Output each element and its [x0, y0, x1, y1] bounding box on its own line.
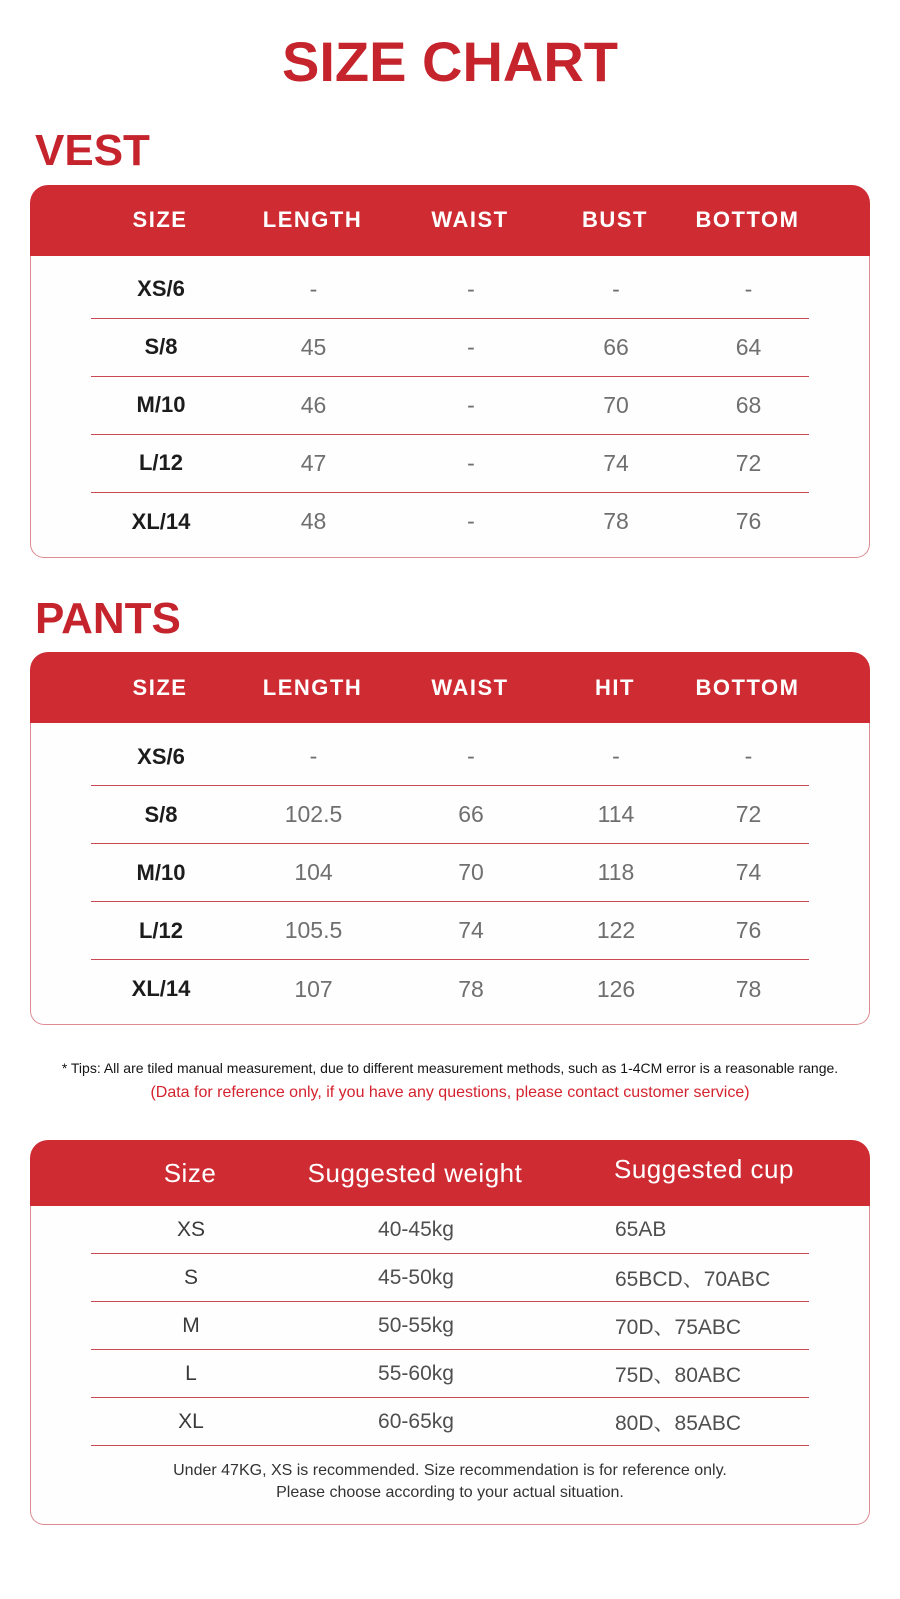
value-cell: 45-50kg [378, 1265, 454, 1289]
value-cell: - [612, 743, 620, 770]
recommendation-rows [31, 1206, 869, 1446]
table-row [91, 377, 809, 435]
value-cell: - [467, 275, 475, 302]
table-row [91, 1206, 809, 1254]
size-label-cell: XL/14 [131, 508, 191, 534]
vest-section-heading: VEST [35, 126, 150, 175]
rec-header-weight: Suggested weight [307, 1157, 523, 1188]
value-cell: 55-60kg [378, 1361, 454, 1385]
value-cell: 40-45kg [378, 1217, 454, 1241]
pants-table-body [30, 723, 870, 1025]
value-cell: 70 [603, 391, 629, 418]
table-row [91, 435, 809, 493]
value-cell: - [467, 391, 475, 418]
pants-table [30, 652, 870, 1025]
pants-header-bottom: BOTTOM [695, 674, 800, 700]
footer-line-1: Under 47KG, XS is recommended. Size recommendation is for reference only. [173, 1462, 727, 1480]
size-label-cell: L/12 [138, 917, 184, 943]
size-label-cell: L/12 [138, 450, 184, 476]
value-cell: 74 [603, 449, 629, 476]
value-cell: 102.5 [284, 801, 343, 828]
pants-header-waist: WAIST [431, 674, 509, 700]
value-cell: 70 [458, 859, 484, 886]
pants-header-hit: HIT [595, 674, 635, 700]
table-row [91, 728, 809, 786]
value-cell: 75D、80ABC [615, 1363, 742, 1387]
size-label-cell: M/10 [136, 859, 186, 885]
value-cell: - [744, 275, 753, 302]
value-cell: 78 [458, 975, 484, 1002]
size-chart-page [0, 30, 900, 1525]
pants-rows [31, 728, 869, 1018]
size-label-cell: XL [178, 1409, 204, 1433]
pants-section-heading: PANTS [35, 593, 181, 643]
value-cell: 78 [603, 508, 629, 535]
table-row [91, 493, 809, 551]
value-cell: 50-55kg [378, 1313, 454, 1337]
value-cell: 118 [597, 859, 635, 886]
size-label-cell: S [183, 1265, 198, 1289]
value-cell: 46 [300, 391, 327, 418]
size-label-cell: M [182, 1313, 200, 1337]
table-row [91, 1398, 809, 1446]
value-cell: 60-65kg [378, 1409, 454, 1433]
recommendation-table [30, 1140, 870, 1525]
size-label-cell: S/8 [144, 334, 178, 360]
value-cell: - [467, 508, 475, 535]
value-cell: 114 [597, 801, 635, 828]
pants-table-header [30, 652, 870, 723]
table-row [91, 844, 809, 902]
value-cell: 72 [735, 449, 762, 476]
value-cell: - [744, 743, 753, 770]
value-cell: 105.5 [284, 917, 343, 944]
rec-header-size: Size [163, 1157, 217, 1188]
value-cell: 122 [596, 917, 636, 944]
vest-table [30, 185, 870, 558]
value-cell: 80D、85ABC [615, 1411, 742, 1435]
size-label-cell: XS/6 [137, 743, 185, 769]
value-cell: - [467, 449, 475, 476]
table-row [91, 261, 809, 319]
size-label-cell: XS [176, 1217, 205, 1241]
value-cell: 76 [735, 917, 762, 944]
value-cell: 76 [735, 508, 762, 535]
value-cell: 74 [458, 917, 484, 944]
value-cell: 66 [603, 333, 629, 360]
vest-rows [31, 261, 869, 551]
vest-header-bust: BUST [582, 207, 648, 233]
value-cell: 48 [300, 508, 327, 535]
recommendation-footer [31, 1446, 869, 1524]
value-cell: 68 [735, 391, 762, 418]
table-row [91, 1302, 809, 1350]
recommendation-table-body [30, 1206, 870, 1525]
vest-header-waist: WAIST [431, 207, 509, 233]
value-cell: 47 [300, 449, 327, 476]
recommendation-table-header [30, 1140, 870, 1206]
page-title: SIZE CHART [282, 30, 618, 93]
footer-line-2: Please choose according to your actual situation. [276, 1484, 624, 1502]
size-label-cell: S/8 [144, 801, 178, 827]
value-cell: 72 [735, 801, 762, 828]
value-cell: 107 [294, 975, 333, 1002]
table-row [91, 902, 809, 960]
value-cell: 45 [300, 333, 327, 360]
table-row [91, 319, 809, 377]
vest-header-bottom: BOTTOM [695, 207, 800, 233]
size-label-cell: L [185, 1361, 197, 1385]
value-cell: 64 [735, 333, 762, 360]
size-label-cell: XL/14 [131, 976, 191, 1002]
table-row [91, 1254, 809, 1302]
vest-table-body [30, 256, 870, 558]
value-cell: 66 [458, 801, 484, 828]
value-cell: - [467, 743, 475, 770]
pants-header-size: SIZE [132, 674, 188, 700]
value-cell: 74 [735, 859, 762, 886]
value-cell: - [309, 743, 318, 770]
value-cell: 70D、75ABC [615, 1315, 742, 1339]
table-row [91, 786, 809, 844]
vest-table-header [30, 185, 870, 256]
vest-header-length: LENGTH [262, 207, 363, 233]
value-cell: 65AB [615, 1217, 667, 1241]
size-label-cell: M/10 [136, 392, 186, 418]
tips-warning: (Data for reference only, if you have any questions, please contact customer service) [150, 1084, 750, 1102]
value-cell: - [612, 275, 620, 302]
value-cell: 104 [294, 859, 333, 886]
vest-header-size: SIZE [132, 207, 188, 233]
value-cell: - [309, 275, 318, 302]
value-cell: 126 [596, 975, 636, 1002]
tips-note: * Tips: All are tiled manual measurement, due to different measurement methods, such as 1-4CM error is a reasonable range. [61, 1060, 839, 1077]
pants-header-length: LENGTH [262, 674, 363, 700]
size-label-cell: XS/6 [137, 276, 185, 302]
rec-header-cup: Suggested cup [614, 1153, 794, 1184]
table-row [91, 1350, 809, 1398]
table-row [91, 960, 809, 1018]
value-cell: - [467, 333, 475, 360]
tips-block [0, 1058, 900, 1104]
value-cell: 78 [735, 975, 762, 1002]
value-cell: 65BCD、70ABC [615, 1267, 771, 1291]
